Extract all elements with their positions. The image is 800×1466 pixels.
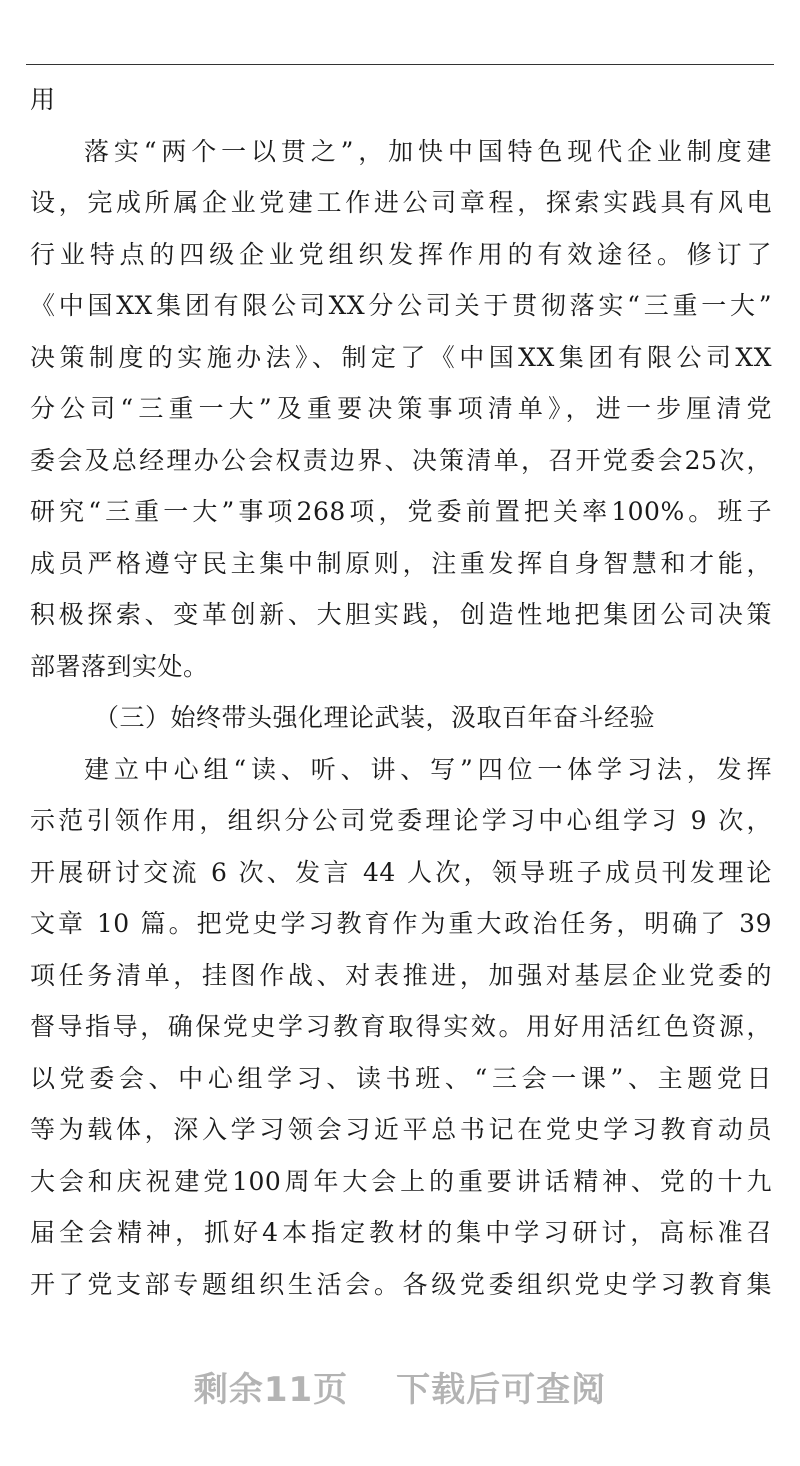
text-line: 积极探索、变革创新、大胆实践，创造性地把集团公司决策 (30, 600, 772, 629)
text-line: 建立中心组“读、听、讲、写”四位一体学习法，发挥 (84, 754, 772, 784)
header-rule (26, 64, 774, 65)
remaining-pages-text: 剩余11页 (193, 1370, 349, 1410)
text-line: 《中国XX集团有限公司XX分公司关于贯彻落实“三重一大” (30, 291, 772, 320)
text-line: 届全会精神，抓好4本指定教材的集中学习研讨，高标准召 (30, 1218, 772, 1247)
text-line: 成员严格遵守民主集中制原则，注重发挥自身智慧和才能， (30, 548, 772, 578)
document-body (30, 74, 772, 1310)
text-line: 落实“两个一以贯之”，加快中国特色现代企业制度建 (84, 136, 772, 166)
text-line: 设，完成所属企业党建工作进公司章程，探索实践具有风电 (30, 188, 772, 217)
text-line: 文章 10 篇。把党史学习教育作为重大政治任务，明确了 39 (30, 909, 772, 938)
text-line: 开了党支部专题组织生活会。各级党委组织党史学习教育集 (30, 1269, 772, 1299)
text-line: 督导指导，确保党史学习教育取得实效。用好用活红色资源， (30, 1012, 772, 1041)
download-banner[interactable] (0, 1362, 800, 1411)
text-line: 示范引领作用，组织分公司党委理论学习中心组学习 9 次， (30, 806, 772, 835)
text-line: 用 (30, 85, 56, 114)
text-line: 分公司“三重一大”及重要决策事项清单》，进一步厘清党 (30, 394, 772, 423)
text-line: 大会和庆祝建党100周年大会上的重要讲话精神、党的十九 (30, 1166, 772, 1196)
text-line: 项任务清单，挂图作战、对表推进，加强对基层企业党委的 (30, 960, 772, 990)
section-heading: （三）始终带头强化理论武装，汲取百年奋斗经验 (94, 703, 656, 732)
text-line: 部署落到实处。 (30, 651, 209, 681)
text-line: 等为载体，深入学习领会习近平总书记在党史学习教育动员 (30, 1115, 772, 1144)
text-line: 研究“三重一大”事项268项，党委前置把关率100%。班子 (30, 497, 772, 526)
text-line: 开展研讨交流 6 次、发言 44 人次，领导班子成员刊发理论 (30, 857, 772, 887)
text-line: 委会及总经理办公会权责边界、决策清单，召开党委会25次， (30, 445, 772, 475)
text-line: 决策制度的实施办法》、制定了《中国XX集团有限公司XX (30, 342, 772, 372)
text-line: 以党委会、中心组学习、读书班、“三会一课”、主题党日 (30, 1063, 772, 1093)
download-prompt-text[interactable]: 下载后可查阅 (396, 1370, 607, 1410)
text-line: 行业特点的四级企业党组织发挥作用的有效途径。修订了 (30, 239, 772, 269)
